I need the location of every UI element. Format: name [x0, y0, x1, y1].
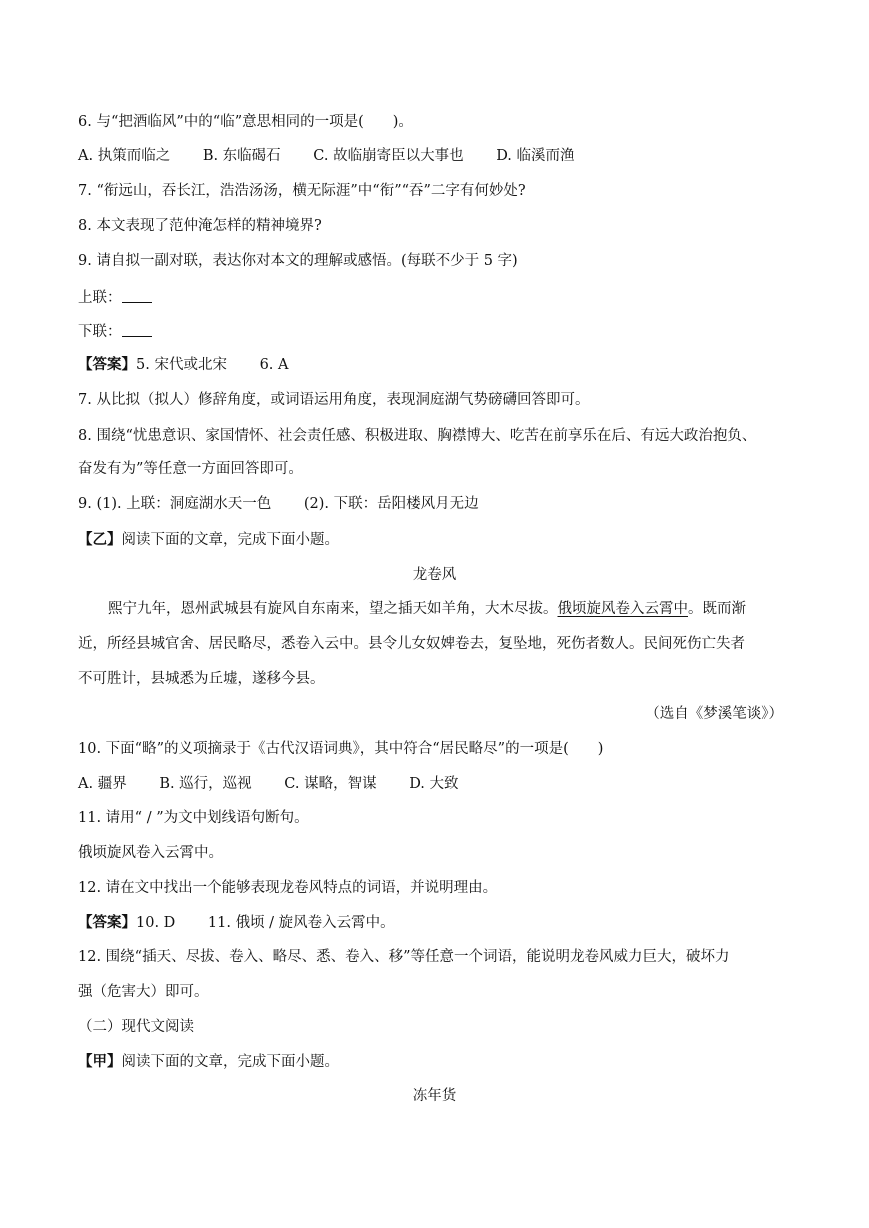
passage-text: 熙宁九年，恩州武城县有旋风自东南来，望之插天如羊角，大木尽拔。 [108, 601, 558, 617]
question-number: 6. [78, 114, 92, 130]
section-tag: 【甲】 [78, 1053, 122, 1070]
answer-6: 6. A [259, 357, 289, 373]
answer-8-line-1: 8. 围绕“忧患意识、家国情怀、社会责任感、积极进取、胸襟博大、吃苦在前享乐在后、有远大政治抱负、 [78, 428, 757, 444]
upper-couplet-label: 上联： [78, 290, 122, 306]
answer-9-lower: (2). 下联：岳阳楼风月无边 [303, 496, 479, 512]
option-b: B. 东临碣石 [202, 148, 281, 164]
answer-blank [122, 322, 152, 337]
answer-8-line-2: 奋发有为”等任意一方面回答即可。 [78, 461, 303, 477]
option-d: D. 大致 [409, 776, 459, 792]
option-c: C. 谋略，智谋 [284, 776, 377, 792]
question-number: 8. [78, 218, 92, 234]
section-yi-heading [78, 530, 791, 550]
passage-line-3: 不可胜计，县城悉为丘墟，遂移今县。 [78, 671, 325, 687]
passage-line-1 [108, 599, 791, 619]
passage-title: 冻年货 [412, 1088, 457, 1104]
answer-9-upper: 9. (1). 上联：洞庭湖水天一色 [78, 496, 272, 512]
answer-blank [122, 288, 152, 303]
passage-text: 。既而渐 [688, 601, 746, 617]
question-8 [78, 216, 791, 236]
question-text: 请在文中找出一个能够表现龙卷风特点的词语，并说明理由。 [105, 880, 498, 896]
question-11 [78, 808, 791, 828]
answer-5: 5. 宋代或北宋 [136, 357, 227, 373]
lower-couplet-label: 下联： [78, 324, 122, 340]
underlined-sentence: 俄顷旋风卷入云霄中 [557, 601, 688, 617]
question-number: 12. [78, 880, 102, 896]
answer-7: 7. 从比拟（拟人）修辞角度，或词语运用角度，表现洞庭湖气势磅礴回答即可。 [78, 392, 590, 408]
lower-couplet-line [78, 322, 791, 342]
answer-11: 11. 俄顷 / 旋风卷入云霄中。 [207, 915, 395, 931]
passage-source: （选自《梦溪笔谈》） [645, 706, 783, 722]
question-9 [78, 251, 791, 271]
question-10-options [78, 774, 791, 794]
section-instruction: 阅读下面的文章，完成下面小题。 [121, 532, 339, 548]
answer-12-line-2: 强（危害大）即可。 [78, 984, 209, 1000]
answer-12-line-1: 12. 围绕“插天、尽拔、卷入、略尽、悉、卷入、移”等任意一个词语，能说明龙卷风威力巨大，破坏力 [78, 949, 730, 965]
option-a: A. 疆界 [78, 776, 127, 792]
question-10 [78, 739, 791, 759]
answer-9 [78, 494, 791, 514]
section-instruction: 阅读下面的文章，完成下面小题。 [121, 1054, 339, 1070]
answer-line-5-6 [78, 355, 791, 375]
upper-couplet-line [78, 288, 791, 308]
option-d: D. 临溪而渔 [496, 148, 575, 164]
question-text: 本文表现了范仲淹怎样的精神境界? [96, 218, 322, 234]
question-7 [78, 181, 791, 201]
question-number: 11. [78, 810, 102, 826]
question-6-options [78, 146, 791, 166]
answer-tag: 【答案】 [78, 356, 136, 373]
question-6 [78, 112, 791, 132]
question-11-sentence: 俄顷旋风卷入云霄中。 [78, 845, 223, 861]
option-b: B. 巡行，巡视 [159, 776, 252, 792]
option-a: A. 执策而临之 [78, 148, 171, 164]
option-c: C. 故临崩寄臣以大事也 [313, 148, 464, 164]
section-tag: 【乙】 [78, 531, 122, 548]
passage-title: 龙卷风 [412, 567, 457, 583]
question-12 [78, 878, 791, 898]
question-text: 请用“ / ”为文中划线语句断句。 [105, 810, 309, 826]
answer-10: 10. D [136, 915, 176, 931]
answer-tag: 【答案】 [78, 914, 136, 931]
question-text: 请自拟一副对联，表达你对本文的理解或感悟。(每联不少于 5 字) [96, 253, 518, 269]
question-number: 7. [78, 183, 92, 199]
question-number: 10. [78, 741, 102, 757]
section-jia-heading [78, 1052, 791, 1072]
question-number: 9. [78, 253, 92, 269]
question-text: 与“把酒临风”中的“临”意思相同的一项是( )。 [96, 114, 413, 130]
answer-line-10-11 [78, 913, 791, 933]
question-text: “衔远山，吞长江，浩浩汤汤，横无际涯”中“衔”“吞”二字有何妙处? [96, 183, 526, 199]
question-text: 下面“略”的义项摘录于《古代汉语词典》，其中符合“居民略尽”的一项是( ) [105, 741, 604, 757]
passage-line-2: 近，所经县城官舍、居民略尽，悉卷入云中。县令儿女奴婢卷去，复坠地，死伤者数人。民间死伤亡失者 [78, 636, 745, 652]
section-modern-reading: （二）现代文阅读 [78, 1019, 194, 1035]
